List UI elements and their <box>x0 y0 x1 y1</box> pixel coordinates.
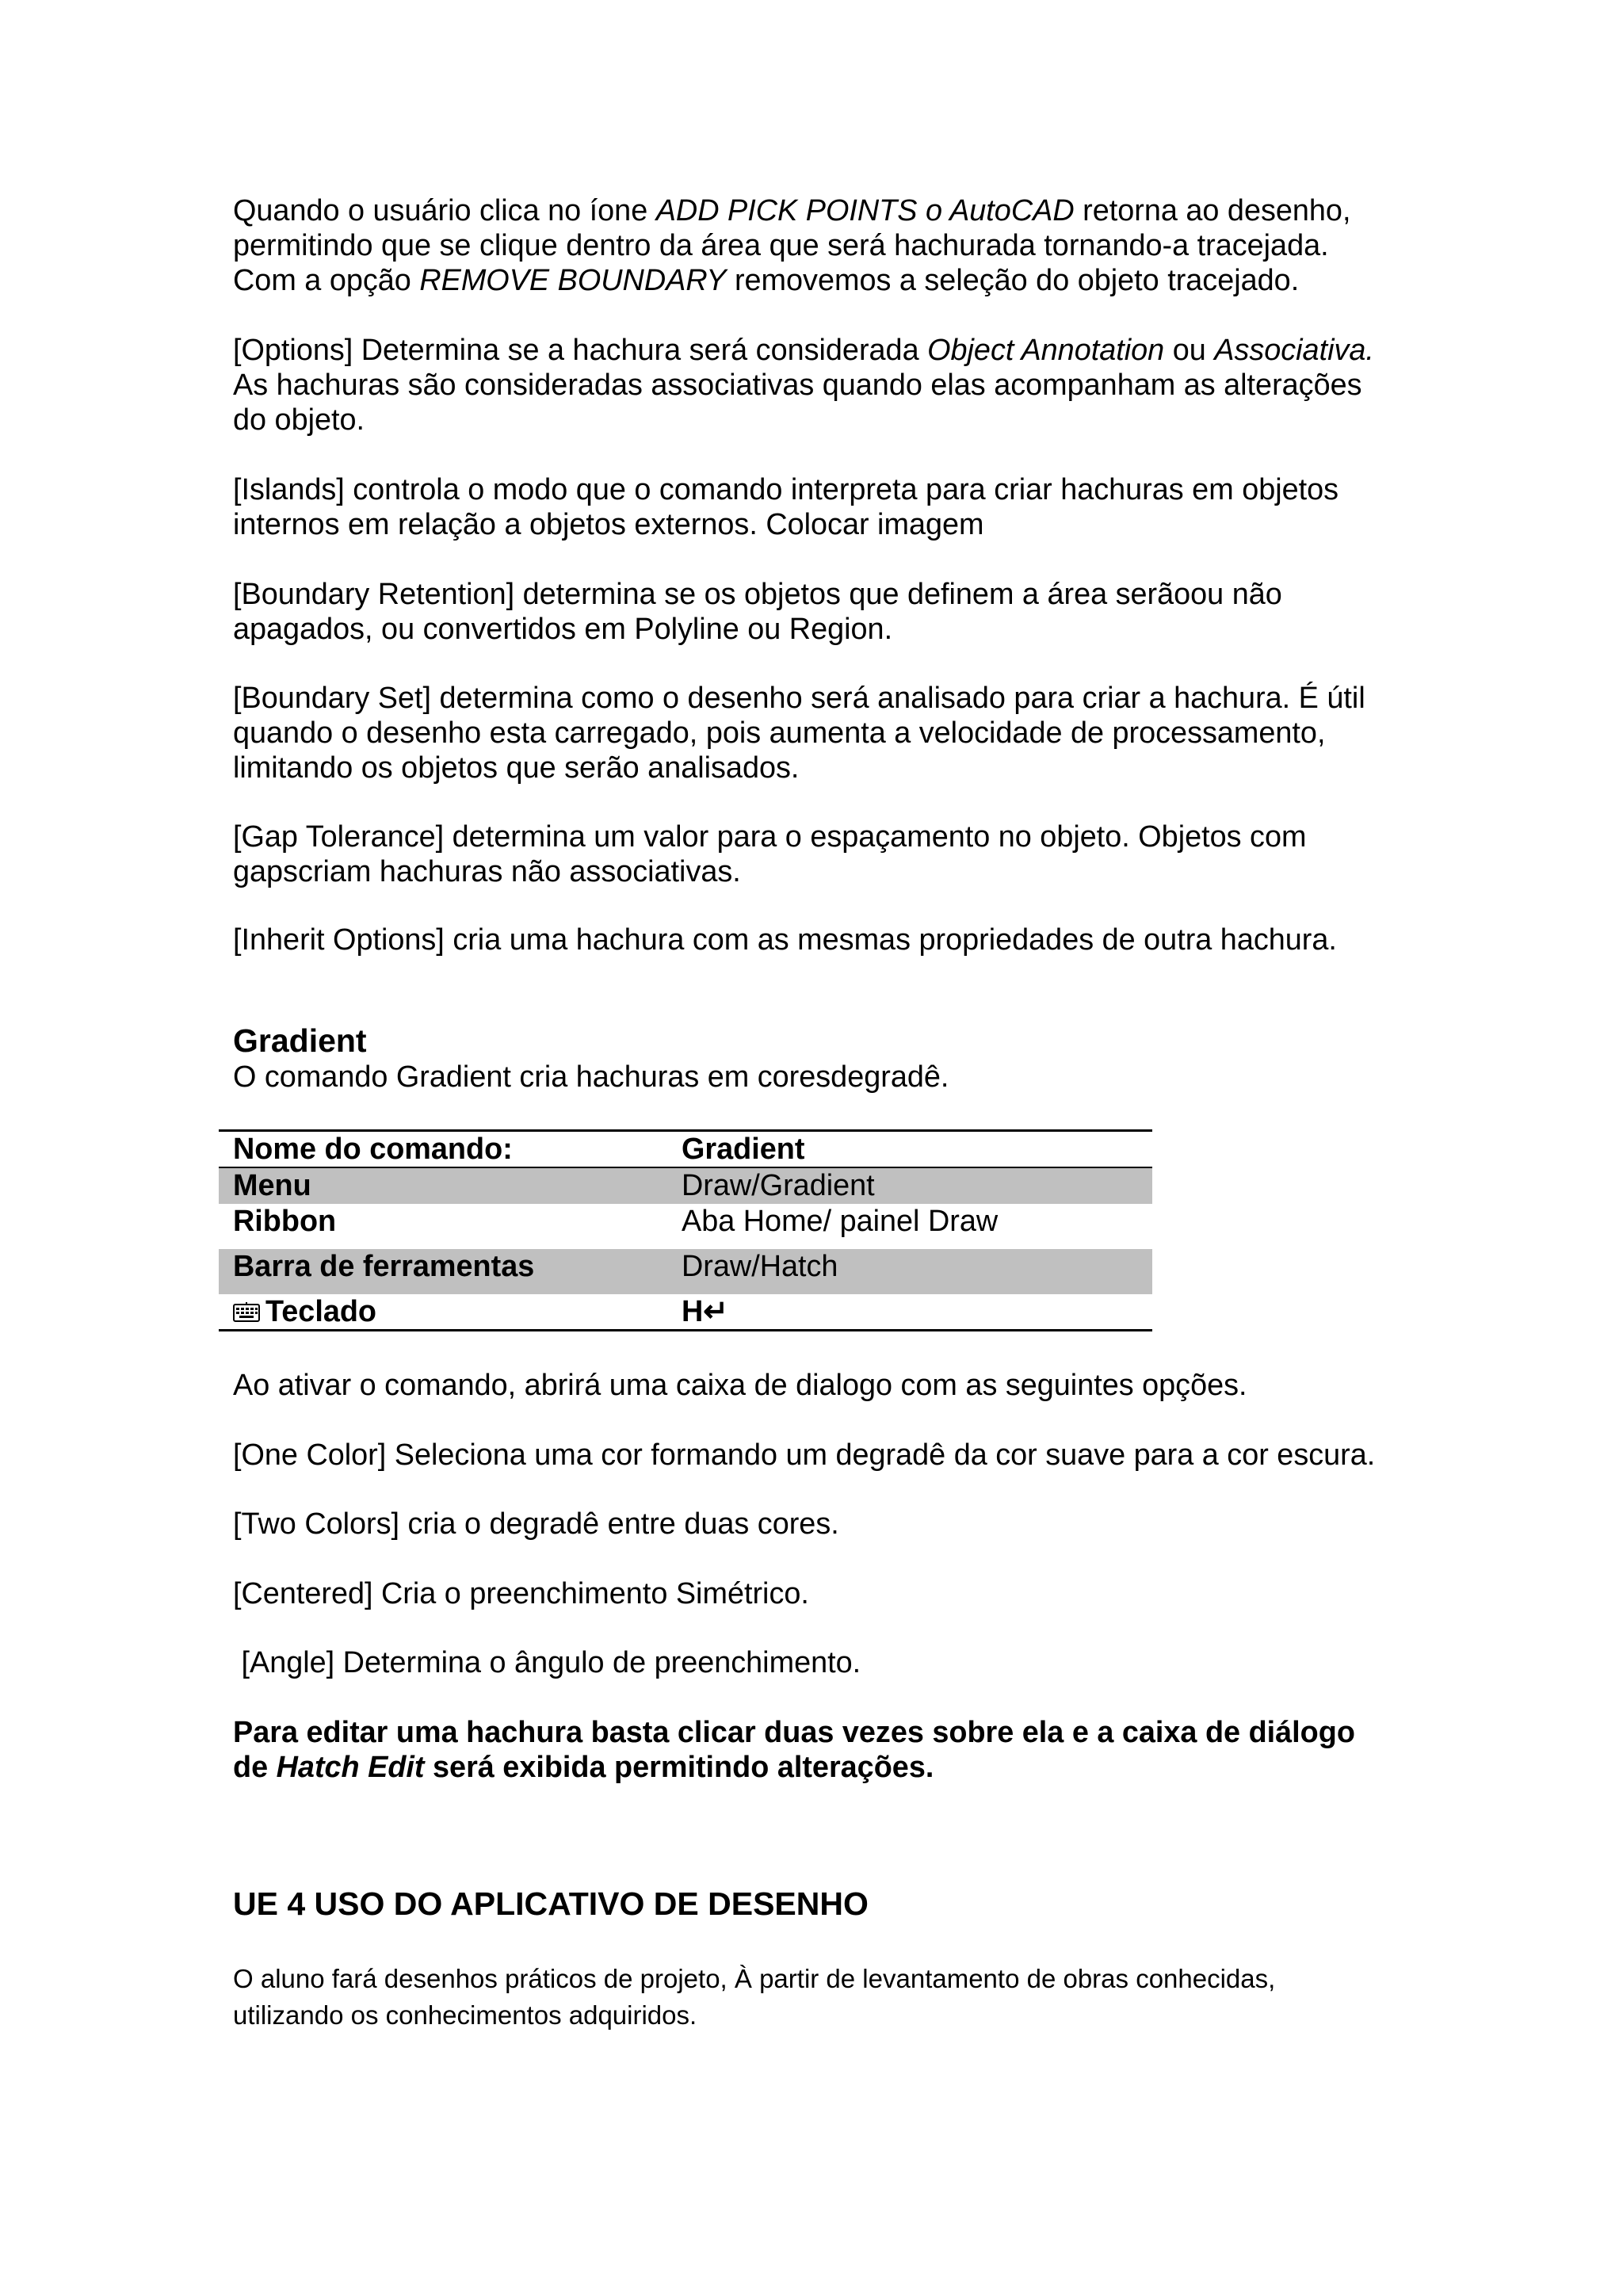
paragraph-line: quando o desenho esta carregado, pois aumenta a velocidade de processamento, <box>233 716 1326 750</box>
paragraph-line <box>233 1750 1355 1785</box>
command-table <box>219 1129 1152 1331</box>
option-angle <box>233 1645 861 1680</box>
keyboard-icon <box>233 1294 262 1329</box>
table-header-row <box>219 1132 1152 1168</box>
paragraph-line: [Boundary Retention] determina se os objetos que definem a área serãoou não <box>233 578 1282 611</box>
table-row <box>219 1204 1152 1249</box>
text-run: removemos a seleção do objeto tracejado. <box>726 264 1300 297</box>
paragraph-line: [Centered] Cria o preenchimento Simétrico. <box>233 1577 809 1610</box>
text-run: ou <box>1164 334 1215 367</box>
paragraph-line: [Inherit Options] cria uma hachura com as mesmas propriedades de outra hachura. <box>233 923 1337 957</box>
paragraph-line: apagados, ou convertidos em Polyline ou Region. <box>233 613 893 646</box>
section-heading-ue4: UE 4 USO DO APLICATIVO DE DESENHO <box>233 1885 869 1922</box>
table-cell-label: Teclado <box>265 1295 377 1328</box>
paragraph-line: gapscriam hachuras não associativas. <box>233 855 741 888</box>
option-one-color <box>233 1438 1375 1473</box>
paragraph-boundary-retention <box>233 577 1282 647</box>
paragraph-line: [Gap Tolerance] determina um valor para o espaçamento no objeto. Objetos com <box>233 820 1307 854</box>
italic-term: Associativa. <box>1214 334 1374 367</box>
gradient-intro <box>233 1368 1247 1403</box>
italic-term: ADD PICK POINTS o AutoCAD <box>655 194 1075 227</box>
table-cell-value: H↵ <box>682 1295 728 1328</box>
paragraph-line: [Angle] Determina o ângulo de preenchimento. <box>233 1646 861 1679</box>
text-run: será exibida permitindo alterações. <box>424 1751 934 1784</box>
table-cell-label: Menu <box>233 1169 311 1202</box>
table-cell-value: Aba Home/ painel Draw <box>682 1205 999 1238</box>
section-heading-gradient: Gradient <box>233 1022 367 1059</box>
paragraph-islands <box>233 472 1338 542</box>
paragraph-inherit-options <box>233 923 1337 957</box>
table-row <box>219 1249 1152 1294</box>
text-run: [Options] Determina se a hachura será considerada <box>233 334 928 367</box>
gradient-description <box>233 1060 949 1095</box>
paragraph-gap-tolerance <box>233 819 1306 889</box>
paragraph-line: limitando os objetos que serão analisados. <box>233 751 800 785</box>
paragraph-line: do objeto. <box>233 403 365 437</box>
paragraph-pick-points <box>233 193 1350 298</box>
paragraph-line: utilizando os conhecimentos adquiridos. <box>233 2000 697 2030</box>
paragraph-line: [One Color] Seleciona uma cor formando um degradê da cor suave para a cor escura. <box>233 1438 1376 1472</box>
text-run: Quando o usuário clica no íone <box>233 194 656 227</box>
table-cell-value: Draw/Gradient <box>682 1169 875 1202</box>
table-cell-value: Gradient <box>682 1133 805 1166</box>
paragraph-line: Para editar uma hachura basta clicar duas vezes sobre ela e a caixa de diálogo <box>233 1716 1355 1749</box>
edit-note <box>233 1715 1355 1785</box>
text-run: retorna ao desenho, <box>1074 194 1351 227</box>
table-cell-value: Draw/Hatch <box>682 1250 838 1283</box>
unit4-body <box>233 1961 1275 2034</box>
table-cell-label: Nome do comando: <box>233 1133 513 1166</box>
text-run: Com a opção <box>233 264 420 297</box>
paragraph-line <box>233 333 1374 368</box>
italic-term: REMOVE BOUNDARY <box>419 264 727 297</box>
paragraph-line: [Islands] controla o modo que o comando interpreta para criar hachuras em objetos <box>233 473 1339 506</box>
paragraph-line: [Boundary Set] determina como o desenho será analisado para criar a hachura. É útil <box>233 682 1365 715</box>
table-row <box>219 1294 1152 1329</box>
paragraph-line: Ao ativar o comando, abrirá uma caixa de dialogo com as seguintes opções. <box>233 1369 1247 1402</box>
italic-term: Hatch Edit <box>276 1751 425 1784</box>
paragraph-line: internos em relação a objetos externos. Colocar imagem <box>233 508 984 541</box>
paragraph-line: permitindo que se clique dentro da área que será hachurada tornando-a tracejada. <box>233 229 1329 262</box>
text-run: de <box>233 1751 277 1784</box>
paragraph-line: O aluno fará desenhos práticos de projeto, À partir de levantamento de obras conhecidas, <box>233 1964 1276 1993</box>
option-centered <box>233 1576 809 1611</box>
table-cell-label-with-icon <box>219 1294 682 1329</box>
table-cell-label: Ribbon <box>233 1205 337 1238</box>
paragraph-line: [Two Colors] cria o degradê entre duas cores. <box>233 1507 839 1541</box>
paragraph-line: O comando Gradient cria hachuras em coresdegradê. <box>233 1060 949 1094</box>
paragraph-line <box>233 193 1350 228</box>
paragraph-options <box>233 333 1374 437</box>
italic-term: Object Annotation <box>927 334 1165 367</box>
option-two-colors <box>233 1507 839 1541</box>
table-row <box>219 1168 1152 1204</box>
table-cell-label: Barra de ferramentas <box>233 1250 535 1283</box>
paragraph-boundary-set <box>233 681 1365 785</box>
paragraph-line: As hachuras são consideradas associativas quando elas acompanham as alterações <box>233 369 1362 402</box>
paragraph-line <box>233 263 1350 298</box>
